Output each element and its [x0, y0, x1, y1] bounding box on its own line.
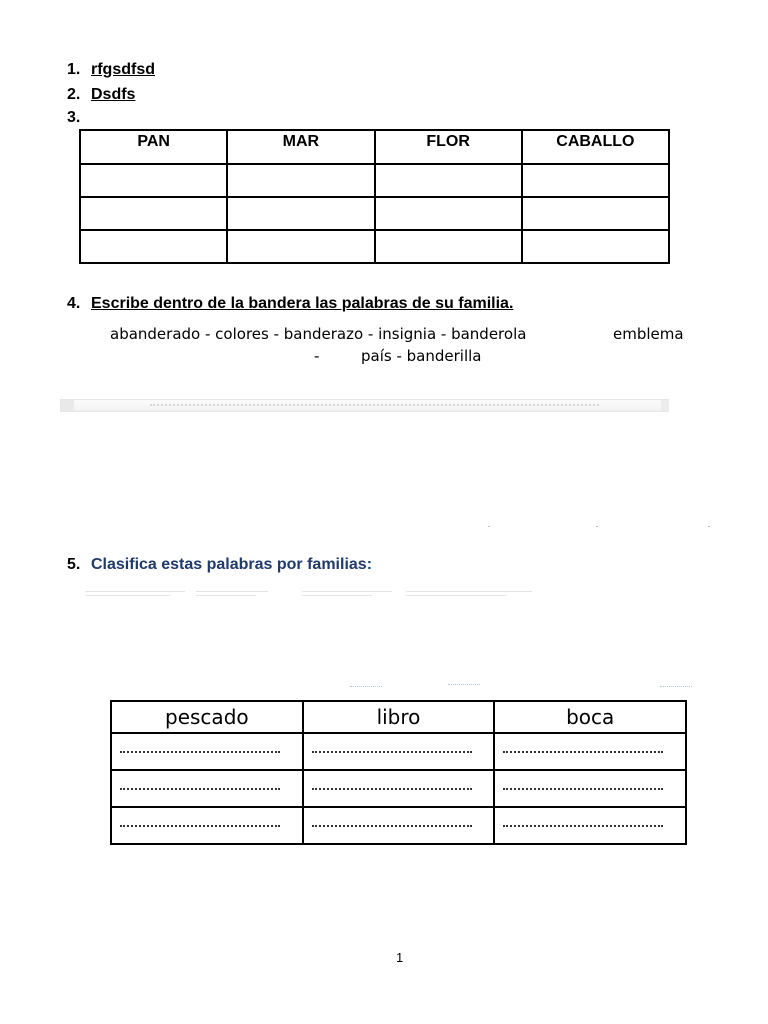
column-header: libro — [303, 701, 495, 733]
section-5-heading — [67, 556, 372, 574]
item-text: rfgsdfsd — [91, 61, 155, 78]
dotted-answer-line — [503, 825, 663, 827]
answer-cell[interactable] — [227, 197, 374, 230]
answer-cell[interactable] — [111, 733, 303, 770]
answer-cell[interactable] — [375, 164, 522, 197]
faint-line — [196, 595, 256, 596]
column-header: CABALLO — [522, 130, 669, 164]
dotted-answer-line — [120, 825, 280, 827]
answer-cell[interactable] — [111, 770, 303, 807]
dotted-answer-line — [312, 788, 472, 790]
dotted-answer-line — [312, 751, 472, 753]
answer-cell[interactable] — [80, 164, 227, 197]
table-header-row — [80, 130, 669, 164]
item-text: Dsdfs — [91, 86, 136, 103]
word-list-dash: - — [314, 347, 320, 365]
answer-cell[interactable] — [522, 197, 669, 230]
table-row — [111, 807, 686, 844]
answer-cell[interactable] — [111, 807, 303, 844]
table-row — [111, 733, 686, 770]
answer-cell[interactable] — [494, 733, 686, 770]
faint-line — [85, 591, 185, 592]
item-number: 4. — [67, 295, 81, 312]
faint-mark — [448, 684, 480, 686]
faint-mark — [660, 686, 692, 688]
speck — [708, 526, 710, 527]
answer-cell[interactable] — [494, 807, 686, 844]
section-title: Escribe dentro de la bandera las palabras de su familia. — [91, 295, 514, 312]
answer-cell[interactable] — [494, 770, 686, 807]
table-row — [80, 230, 669, 263]
answer-cell[interactable] — [303, 733, 495, 770]
column-header: MAR — [227, 130, 374, 164]
faint-line — [302, 595, 372, 596]
answer-cell[interactable] — [303, 770, 495, 807]
speck — [596, 526, 598, 527]
list-item-2 — [67, 86, 135, 104]
section-4-heading — [67, 295, 513, 313]
answer-cell[interactable] — [303, 807, 495, 844]
item-number: 1. — [67, 61, 81, 78]
item-number: 5. — [67, 556, 81, 573]
faint-line — [406, 595, 506, 596]
word-list-line-2: país - banderilla — [361, 347, 482, 365]
word-list-line-1: abanderado - colores - banderazo - insignia - banderola — [110, 325, 527, 343]
faint-line — [302, 591, 392, 592]
word-family-table — [79, 129, 670, 264]
answer-cell[interactable] — [227, 230, 374, 263]
answer-cell[interactable] — [522, 164, 669, 197]
answer-cell[interactable] — [80, 230, 227, 263]
item-number: 3. — [67, 109, 81, 126]
page-number: 1 — [396, 950, 404, 965]
faint-mark — [350, 686, 382, 688]
section-title: Clasifica estas palabras por familias: — [91, 556, 373, 573]
list-item-1 — [67, 61, 155, 79]
dotted-answer-line — [120, 751, 280, 753]
dotted-answer-line — [503, 751, 663, 753]
table-row — [80, 197, 669, 230]
answer-cell[interactable] — [80, 197, 227, 230]
answer-cell[interactable] — [375, 197, 522, 230]
dotted-answer-line — [312, 825, 472, 827]
column-header: FLOR — [375, 130, 522, 164]
classify-table — [110, 700, 687, 845]
faint-line — [196, 591, 268, 592]
dotted-answer-line — [503, 788, 663, 790]
answer-cell[interactable] — [375, 230, 522, 263]
column-header: pescado — [111, 701, 303, 733]
item-number: 2. — [67, 86, 81, 103]
answer-cell[interactable] — [522, 230, 669, 263]
dotted-answer-line — [120, 788, 280, 790]
table-row — [111, 770, 686, 807]
table-row — [80, 164, 669, 197]
speck — [488, 526, 490, 527]
column-header: boca — [494, 701, 686, 733]
table-header-row — [111, 701, 686, 733]
list-item-3 — [67, 109, 91, 127]
answer-cell[interactable] — [227, 164, 374, 197]
column-header: PAN — [80, 130, 227, 164]
faint-line — [406, 591, 532, 592]
faint-line — [85, 595, 170, 596]
word-list-line-1-extra: emblema — [613, 325, 684, 343]
flag-placeholder — [60, 399, 669, 412]
